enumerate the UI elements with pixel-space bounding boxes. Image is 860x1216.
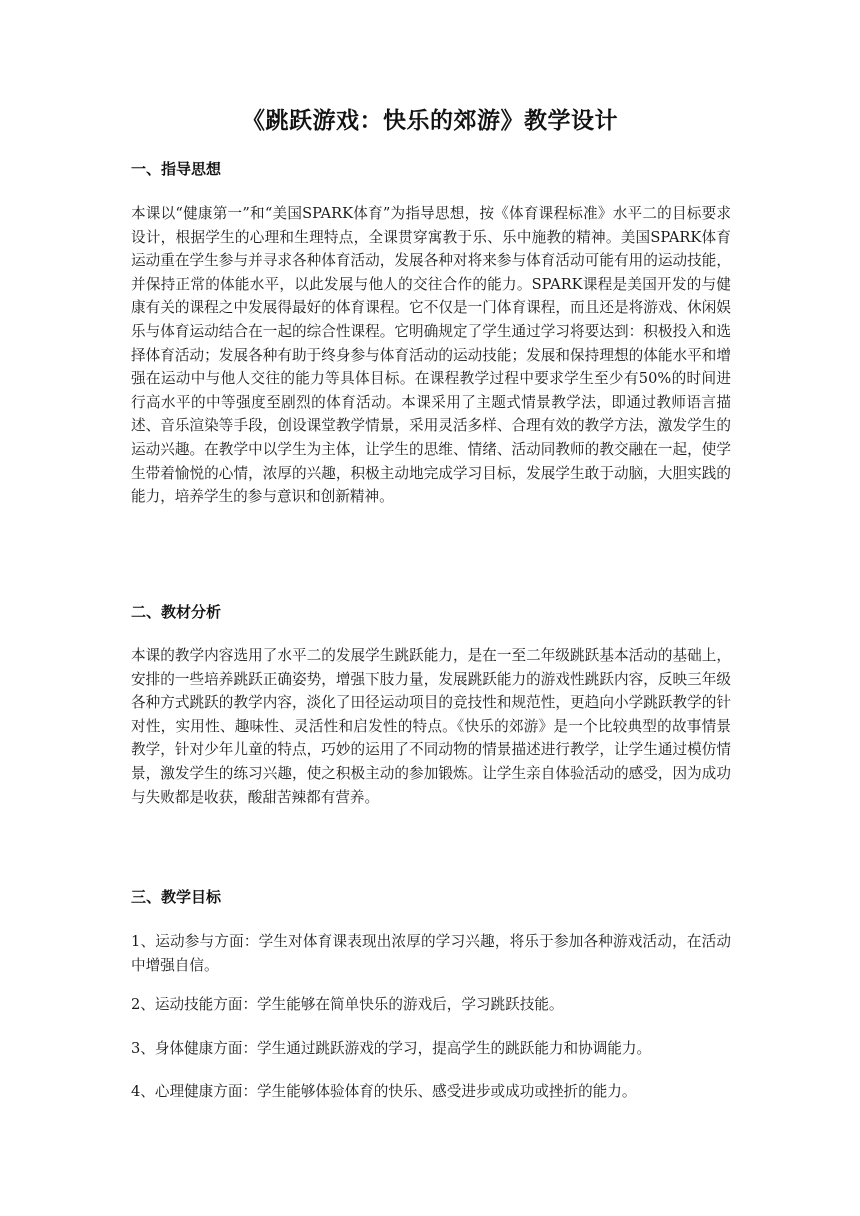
section-heading-teaching-goals: 三、教学目标 [131,888,222,906]
section-paragraph: 本课的教学内容选用了水平二的发展学生跳跃能力，是在一至二年级跳跃基本活动的基础上，安排的一些培养跳跃正确姿势，增强下肢力量，发展跳跃能力的游戏性跳跃内容，反映三年级各种方式跳跃的教学内容，淡化了田径运动项目的竞技性和规范性，更趋向小学跳跃教学的针对性，实用性、趣味性、灵活性和启发性的特点。《快乐的郊游》是一个比较典型的故事情景教学，针对少年儿童的特点，巧妙的运用了不同动物的情景描述进行教学，让学生通过模仿情景，激发学生的练习兴趣，使之积极主动的参加锻炼。让学生亲自体验活动的感受，因为成功与失败都是收获，酸甜苦辣都有营养。 [131,647,731,806]
goal-item: 3、身体健康方面：学生通过跳跃游戏的学习，提高学生的跳跃能力和协调能力。 [131,1040,652,1057]
goal-item: 2、运动技能方面：学生能够在简单快乐的游戏后，学习跳跃技能。 [131,996,564,1013]
section-heading-guiding-thought: 一、指导思想 [131,160,222,178]
document-title: 《跳跃游戏：快乐的郊游》教学设计 [242,108,618,134]
goal-item: 4、心理健康方面：学生能够体验体育的快乐、感受进步或成功或挫折的能力。 [131,1083,637,1100]
goal-item: 1、运动参与方面：学生对体育课表现出浓厚的学习兴趣，将乐于参加各种游戏活动，在活动中增强自信。 [131,933,731,974]
section-heading-material-analysis: 二、教材分析 [131,603,222,621]
section-paragraph: 本课以“健康第一”和“美国SPARK体育”为指导思想，按《体育课程标准》水平二的目标要求设计，根据学生的心理和生理特点，全课贯穿寓教于乐、乐中施教的精神。美国SPARK体育运动重在学生参与并寻求各种体育活动，发展各种对将来参与体育活动可能有用的运动技能，并保持正常的体能水平，以此发展与他人的交往合作的能力。SPARK课程是美国开发的与健康有关的课程之中发展得最好的体育课程。它不仅是一门体育课程，而且还是将游戏、休闲娱乐与体育运动结合在一起的综合性课程。它明确规定了学生通过学习将要达到：积极投入和选择体育活动；发展各种有助于终身参与体育活动的运动技能；发展和保持理想的体能水平和增强在运动中与他人交往的能力等具体目标。在课程教学过程中要求学生至少有50%的时间进行高水平的中等强度至剧烈的体育活动。本课采用了主题式情景教学法，即通过教师语言描述、音乐渲染等手段，创设课堂教学情景，采用灵活多样、合理有效的教学方法，激发学生的运动兴趣。在教学中以学生为主体，让学生的思维、情绪、活动同教师的教交融在一起，使学生带着愉悦的心情，浓厚的兴趣，积极主动地完成学习目标，发展学生敢于动脑，大胆实践的能力，培养学生的参与意识和创新精神。 [131,205,731,506]
